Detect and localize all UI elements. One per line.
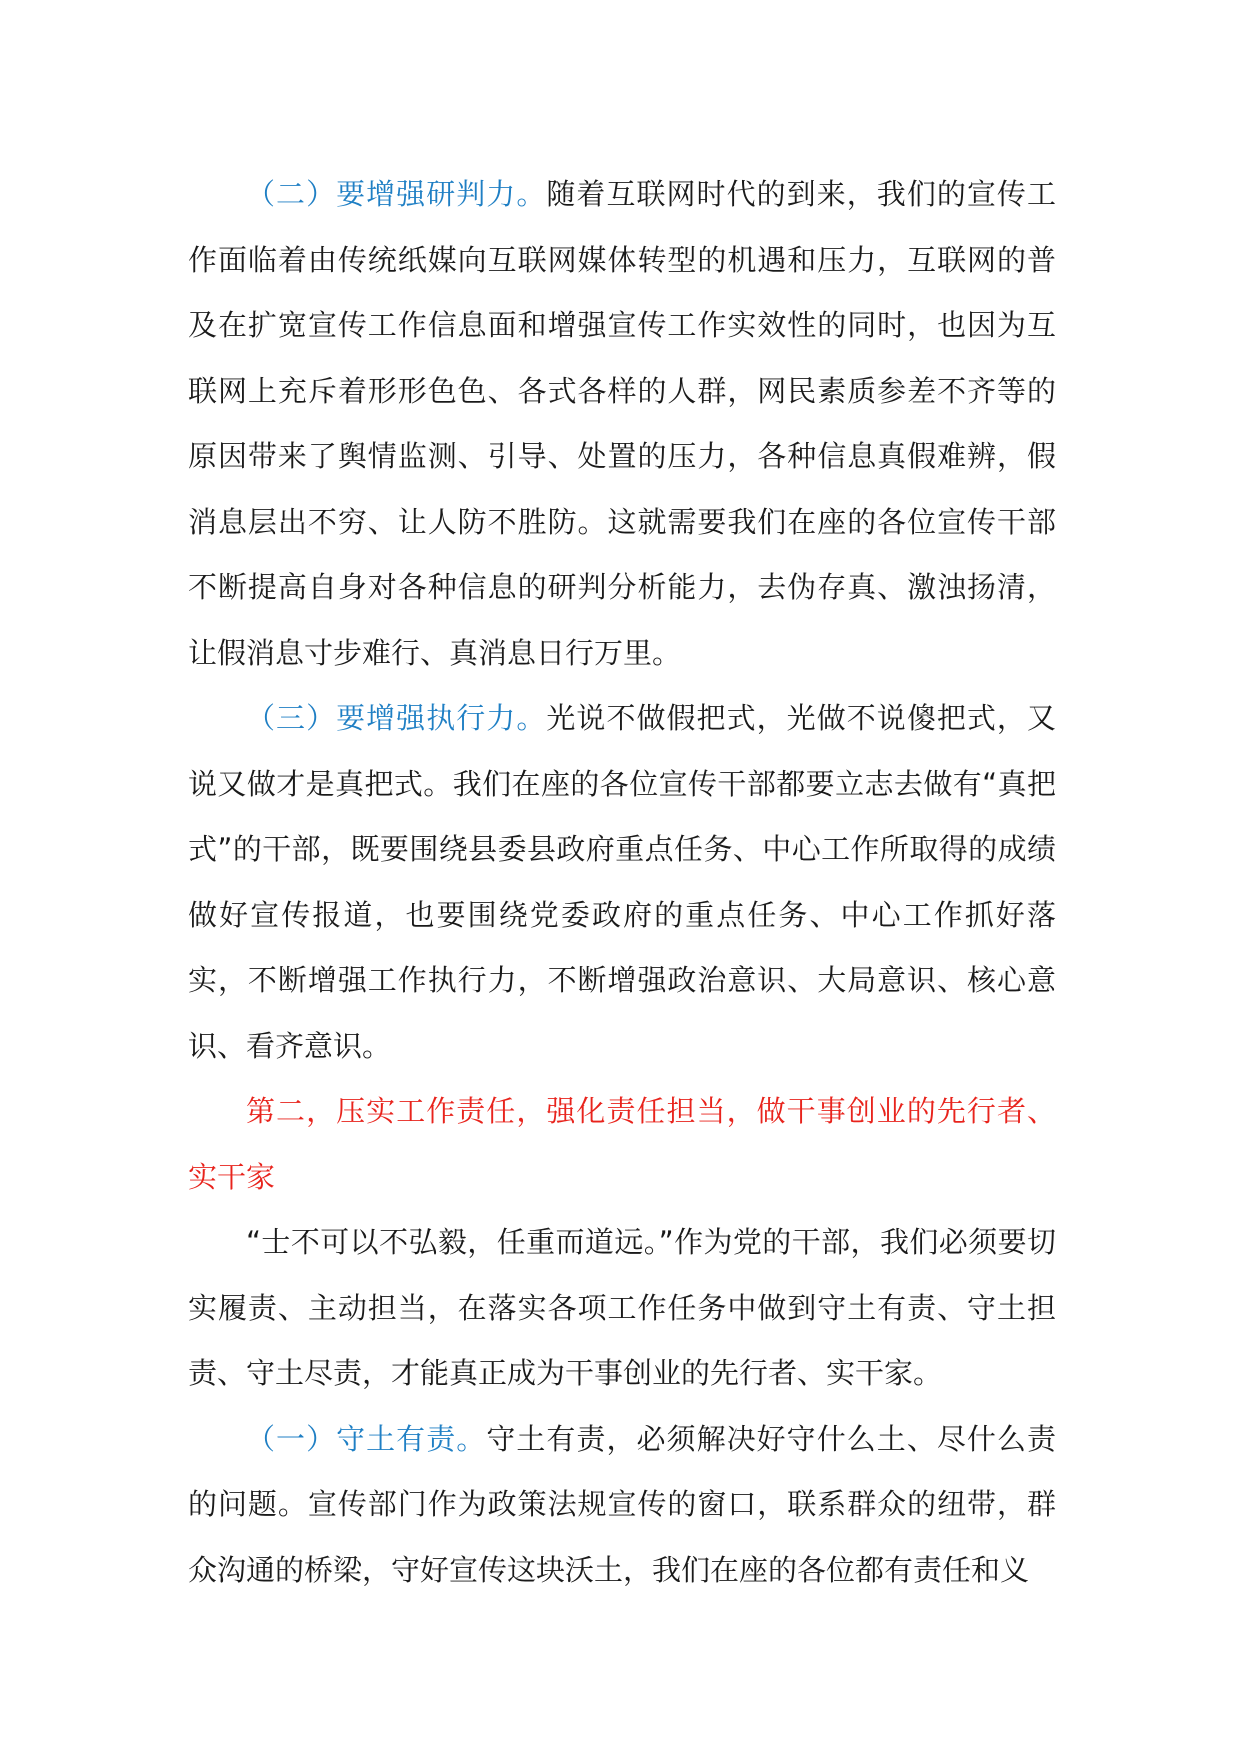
- subheading-execution-ability: （三）要增强执行力。: [246, 701, 547, 735]
- subheading-guard-responsibility: （一）守土有责。: [246, 1421, 487, 1456]
- subheading-research-ability: （二）要增强研判力。: [246, 177, 547, 211]
- paragraph-execution-ability: [188, 686, 1056, 1079]
- paragraph-intro-quote: “士不可以不弘毅，任重而道远。”作为党的干部，我们必须要切实履责、主动担当，在落实各项工作任务中做到守土有责、守土担责、守土尽责，才能真正成为干事创业的先行者、实干家。: [188, 1225, 1056, 1390]
- paragraph-text: 光说不做假把式，光做不说傻把式，又说又做才是真把式。我们在座的各位宣传干部都要立志去做有“真把式”的干部，既要围绕县委县政府重点任务、中心工作所取得的成绩做好宣传报道，也要围绕党委政府的重点任务、中心工作抓好落实，不断增强工作执行力，不断增强政治意识、大局意识、核心意识、看齐意识。: [188, 701, 1056, 1063]
- paragraph-text: 随着互联网时代的到来，我们的宣传工作面临着由传统纸媒向互联网媒体转型的机遇和压力，互联网的普及在扩宽宣传工作信息面和增强宣传工作实效性的同时，也因为互联网上充斥着形形色色、各式各样的人群，网民素质参差不齐等的原因带来了舆情监测、引导、处置的压力，各种信息真假难辨，假消息层出不穷、让人防不胜防。这就需要我们在座的各位宣传干部不断提高自身对各种信息的研判分析能力，去伪存真、激浊扬清，让假消息寸步难行、真消息日行万里。: [188, 177, 1056, 670]
- paragraph-text: 守土有责，必须解决好守什么土、尽什么责的问题。宣传部门作为政策法规宣传的窗口，联系群众的纽带，群众沟通的桥梁，守好宣传这块沃土，我们在座的各位都有责任和义: [188, 1421, 1056, 1587]
- section-heading-second: 第二，压实工作责任，强化责任担当，做干事创业的先行者、实干家: [188, 1094, 1056, 1194]
- document-body: [188, 162, 1056, 1603]
- paragraph-research-ability: [188, 162, 1056, 686]
- paragraph-guard-responsibility: [188, 1407, 1056, 1604]
